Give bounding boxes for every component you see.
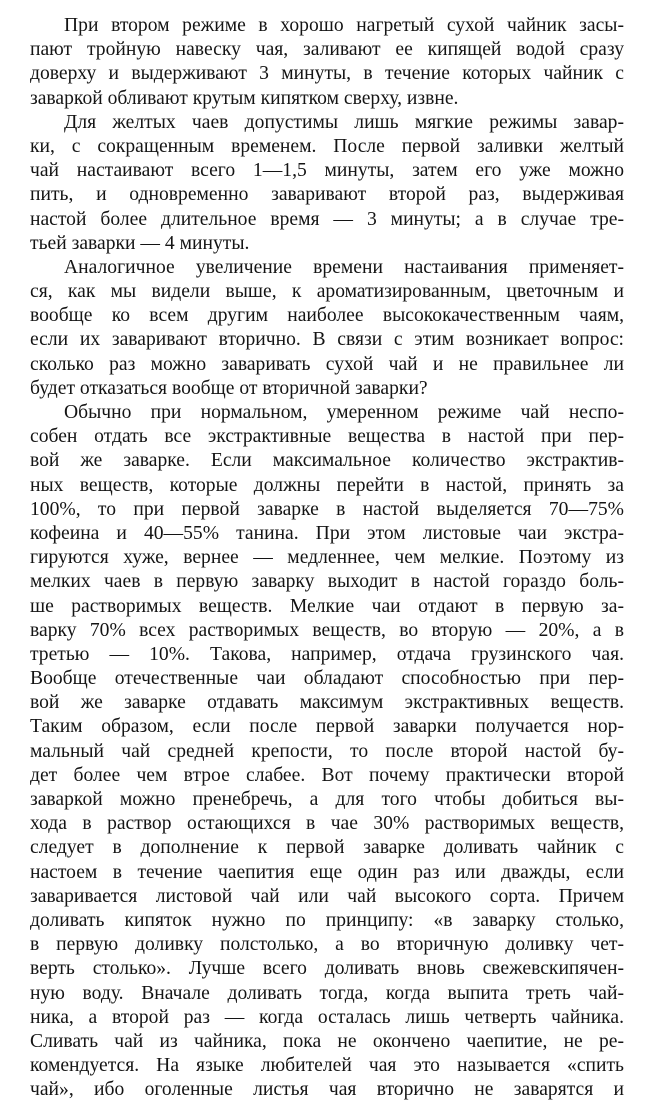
text-line: заваривается листовой чай или чай высокого сорта. Причем [30,885,624,907]
text-line: вообще ко всем другим наиболее высококачественным чаям, [30,305,624,327]
text-line: пают тройную навеску чая, заливают ее кипящей водой сразу [30,39,624,61]
book-page [30,14,624,1102]
text-line: ную воду. Вначале доливать тогда, когда выпита треть чай- [30,982,624,1004]
text-line: пить, и одновременно заваривают второй раз, выдерживая [30,184,624,206]
text-line: чай настаивают всего 1—1,5 минуты, затем его уже можно [30,160,624,182]
text-line: мелких чаев в первую заварку выходит в настой гораздо боль- [30,571,624,593]
text-line: кофеина и 40—55% танина. При этом листовые чаи экстра- [30,522,624,544]
text-line: Сливать чай из чайника, пока не окончено чаепитие, не ре- [30,1030,624,1052]
text-line: собен отдать все экстрактивные вещества в настой при пер- [30,426,624,448]
text-line: гируются хуже, вернее — медленнее, чем мелкие. Поэтому из [30,547,624,569]
text-line: Аналогичное увеличение времени настаивания применяет- [64,256,624,278]
text-line: настоем в течение чаепития еще один раз или дважды, если [30,861,624,883]
text-line: чай», ибо оголенные листья чая вторично не заварятся и [30,1079,624,1101]
text-line: 100%, то при первой заварке в настой выделяется 70—75% [30,498,624,520]
text-line: заваркой можно пренебречь, а для того чтобы добиться вы- [30,789,624,810]
text-line: варку 70% всех растворимых веществ, во вторую — 20%, а в [30,619,624,641]
paragraph-3 [30,256,624,401]
text-line: Таким образом, если после первой заварки получается нор- [30,716,624,738]
text-line: верть столько». Лучше всего доливать вновь свежевскипячен- [30,958,624,980]
text-line: заваркой обливают крутым кипятком сверху, извне. [30,87,459,109]
text-line: если их заваривают вторично. В связи с этим возникает вопрос: [30,329,624,351]
text-line: ся, как мы видели выше, к ароматизированным, цветочным и [30,281,624,303]
text-line: тьей заварки — 4 минуты. [30,232,250,254]
text-line: вой же заварке. Если максимальное количество экстрактив- [30,450,624,472]
text-line: ника, а второй раз — когда осталась лишь четверть чайника. [30,1006,624,1028]
text-line: следует в дополнение к первой заварке доливать чайник с [30,837,624,859]
paragraph-1 [30,14,624,111]
text-line: в первую доливку полстолько, а во вторичную доливку чет- [30,934,624,956]
text-line: Обычно при нормальном, умеренном режиме чай неспо- [64,402,624,423]
text-line: сколько раз можно заваривать сухой чай и не правильнее ли [30,353,624,375]
paragraph-4 [30,401,624,1102]
text-line: Для желтых чаев допустимы лишь мягкие режимы завар- [64,111,624,133]
text-line: вой же заварке отдавать максимум экстрактивных веществ. [30,692,624,714]
text-line: третью — 10%. Такова, например, отдача грузинского чая. [30,643,624,665]
text-line: ше растворимых веществ. Мелкие чаи отдают в первую за- [30,595,624,617]
text-line: При втором режиме в хорошо нагретый сухой чайник засы- [64,15,624,36]
text-line: настой более длительное время — 3 минуты; а в случае тре- [30,208,624,230]
text-line: хода в раствор остающихся в чае 30% растворимых веществ, [30,813,624,835]
text-line: ных веществ, которые должны перейти в настой, принять за [30,474,624,496]
text-line: доливать кипяток нужно по принципу: «в заварку столько, [30,909,624,931]
text-line: дет более чем втрое слабее. Вот почему практически второй [30,764,624,786]
paragraph-2 [30,111,624,256]
text-line: Вообще отечественные чаи обладают способностью при пер- [30,668,624,690]
text-line: ки, с сокращенным временем. После первой заливки желтый [30,135,624,157]
text-line: комендуется. На языке любителей чая это называется «спить [30,1055,624,1077]
text-line: будет отказаться вообще от вторичной заварки? [30,377,428,399]
text-line: доверху и выдерживают 3 минуты, в течение которых чайник с [30,63,624,85]
text-line: мальный чай средней крепости, то после второй настой бу- [30,740,624,762]
